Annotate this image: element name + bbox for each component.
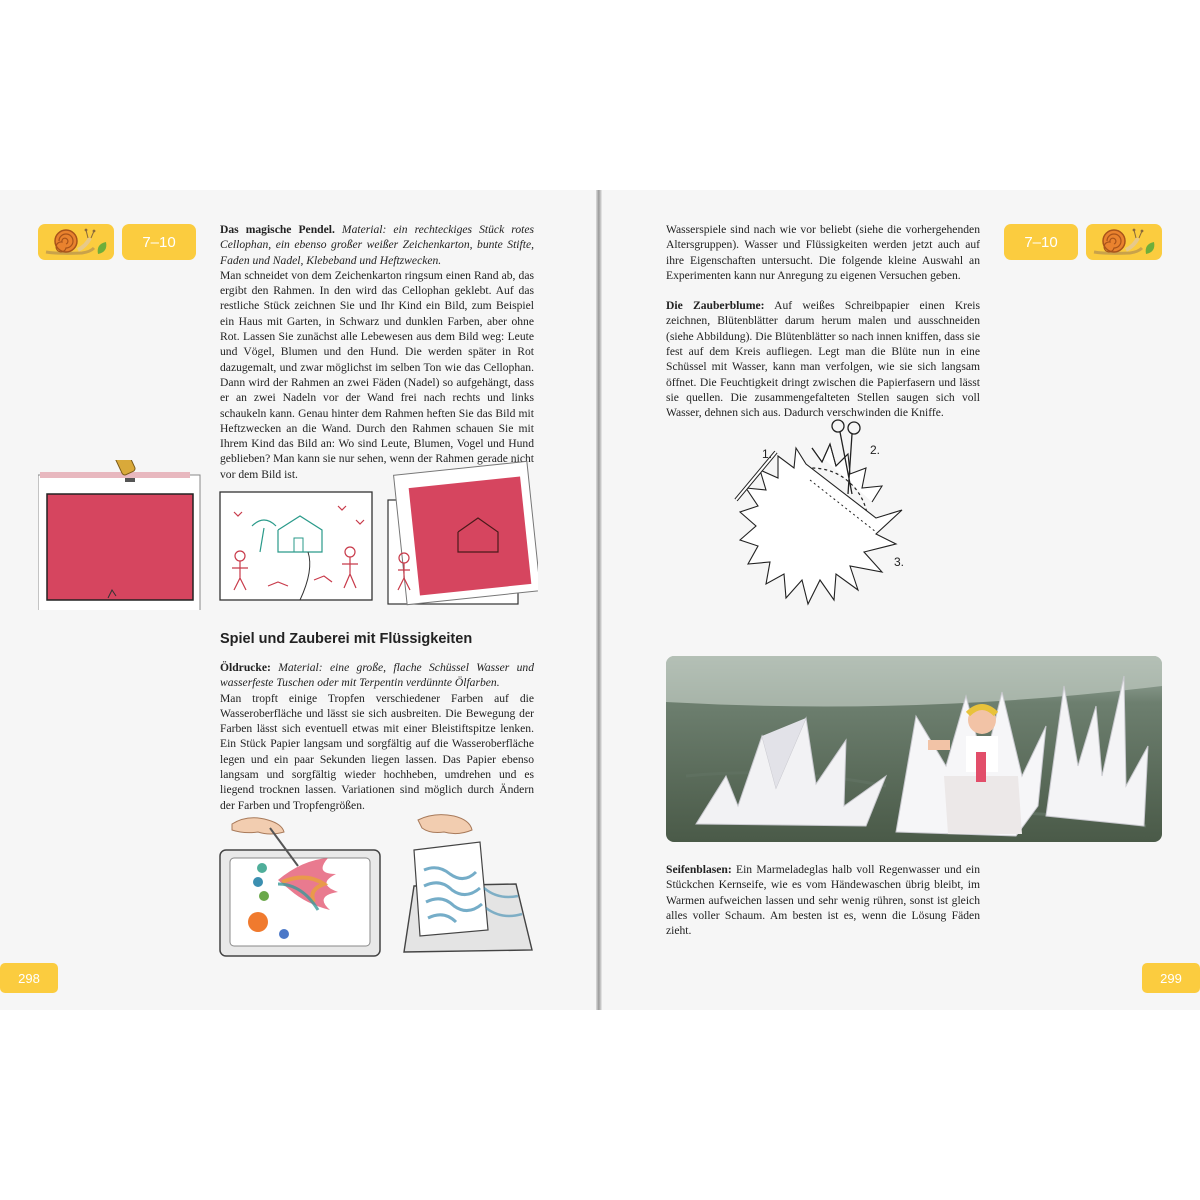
- zauberblume-title: Die Zauberblume:: [666, 299, 765, 313]
- pendel-illustration: [38, 460, 538, 610]
- snail-icon: [38, 224, 114, 260]
- pendel-material: Material: ein rechteckiges Stück rotes Cellophan, ein ebenso großer weißer Zeichenkarton, bunte Stifte, Faden und Nadel, Klebeband und Heftzwecken.: [220, 223, 535, 267]
- diagram-label-3: 3.: [894, 555, 905, 569]
- section-heading: Spiel und Zauberei mit Flüssigkeiten: [220, 631, 473, 647]
- page-number-right: 299: [1142, 963, 1200, 993]
- snail-icon: [1086, 224, 1162, 260]
- oeldrucke-title: Öldrucke:: [220, 661, 271, 674]
- seifenblasen-body: Ein Marmeladeglas halb voll Regenwasser und ein Stückchen Kernseife, wie es vom Händewaschen übrig bleibt, im Warmen aufweichen lassen und sehr wenig rühren, sonst ist gleich alles voller Schaum. Am besten ist es, wenn die Lösung Fäden zieht.: [666, 863, 980, 938]
- page-number-left: 298: [0, 963, 58, 993]
- book-gutter: [596, 190, 602, 1010]
- age-badge-right: 7–10: [1004, 224, 1078, 260]
- oeldrucke-body: Man tropft einige Tropfen verschiedener Farben auf die Wasseroberfläche und lässt sie sich ausbreiten. Die Bewegung der Farben lässt sich eventuell etwas mit einer Bleistiftspitze lenken. Ein Stück Papier langsam und sorgfältig auf die Wasseroberfläche legen und ein paar Sekunden liegen lassen. Das Papier ebenso langsam und sorgfältig wieder hochheben, umdrehen und es liegend trocknen lassen. Variationen sind möglich durch Ändern der Farben und Tropfengrößen.: [220, 691, 534, 812]
- age-badge-left: 7–10: [122, 224, 196, 260]
- intro-text: [666, 222, 980, 421]
- seifenblasen-title: Seifenblasen:: [666, 863, 732, 876]
- snail-badge-right: [1086, 224, 1162, 260]
- pendel-title: Das magische Pendel.: [220, 223, 335, 236]
- snail-badge-left: [38, 224, 114, 260]
- pendel-text: [220, 222, 534, 482]
- diagram-label-2: 2.: [870, 443, 881, 457]
- diagram-label-1: 1.: [762, 447, 773, 461]
- intro-body: Wasserspiele sind nach wie vor beliebt (siehe die vorhergehenden Altersgruppen). Wasser und Flüssigkeiten werden jetzt auch auf ihre Eigenschaften untersucht. Die folgende kleine Auswahl an Experimenten kann nur Anregung zu eigenen Versuchen geben.: [666, 223, 980, 282]
- oeldruck-illustration: [218, 810, 538, 960]
- zauberblume-body: Auf weißes Schreibpapier einen Kreis zeichnen, Blütenblätter darum herum malen und ausschneiden (siehe Abbildung). Die Blütenblätter so nach innen kniffen, dass sie fest auf dem Kreis aufliegen. Legt man die Blüte nun in eine Schüssel mit Wasser, kann man verfolgen, wie sie sich langsam öffnet. Die Feuchtigkeit dringt zwischen die Papierfasern und lässt sie quellen. Die zusammengefalteten Stellen saugen sich voll Wasser, dehnen sich aus. Dadurch verschwinden die Kniffe.: [666, 299, 980, 420]
- seifenblasen-text: [666, 862, 980, 938]
- zauberblume-diagram: [726, 414, 926, 614]
- pendel-body: Man schneidet von dem Zeichenkarton ringsum einen Rand ab, das ergibt den Rahmen. In den wird das Cellophan geklebt. Auf das restliche Stück zeichnen Sie und Ihr Kind ein Bild, zum Beispiel ein Haus mit Garten, in Schwarz und dunklen Farben, aber ohne Rot. Lassen Sie zunächst alle Lebewesen aus dem Bild weg: Leute und Vögel, Blumen und den Hund. Die werden später in Rot dazugemalt, und zwar möglichst im selben Ton wie das Cellophan. Dann wird der Rahmen an zwei Fäden (Nadel) so aufgehängt, dass er an zwei Nadeln vor der Wand frei nach rechts und links schaukeln kann. Genau hinter dem Rahmen heften Sie das Bild mit Heftzwecken an die Wand. Durch den Rahmen schauen Sie mit Ihrem Kind das Bild an: Wo sind Leute, Blumen, Vogel und Hund geblieben? Man kann sie nur sehen, wenn der Rahmen gerade nicht vor dem Bild ist.: [220, 268, 534, 481]
- paper-flower-photo: [666, 656, 1162, 842]
- oeldrucke-text: [220, 660, 534, 813]
- oeldrucke-material: Material: eine große, flache Schüssel Wasser und wasserfeste Tuschen oder mit Terpentin verdünnte Ölfarben.: [220, 661, 534, 690]
